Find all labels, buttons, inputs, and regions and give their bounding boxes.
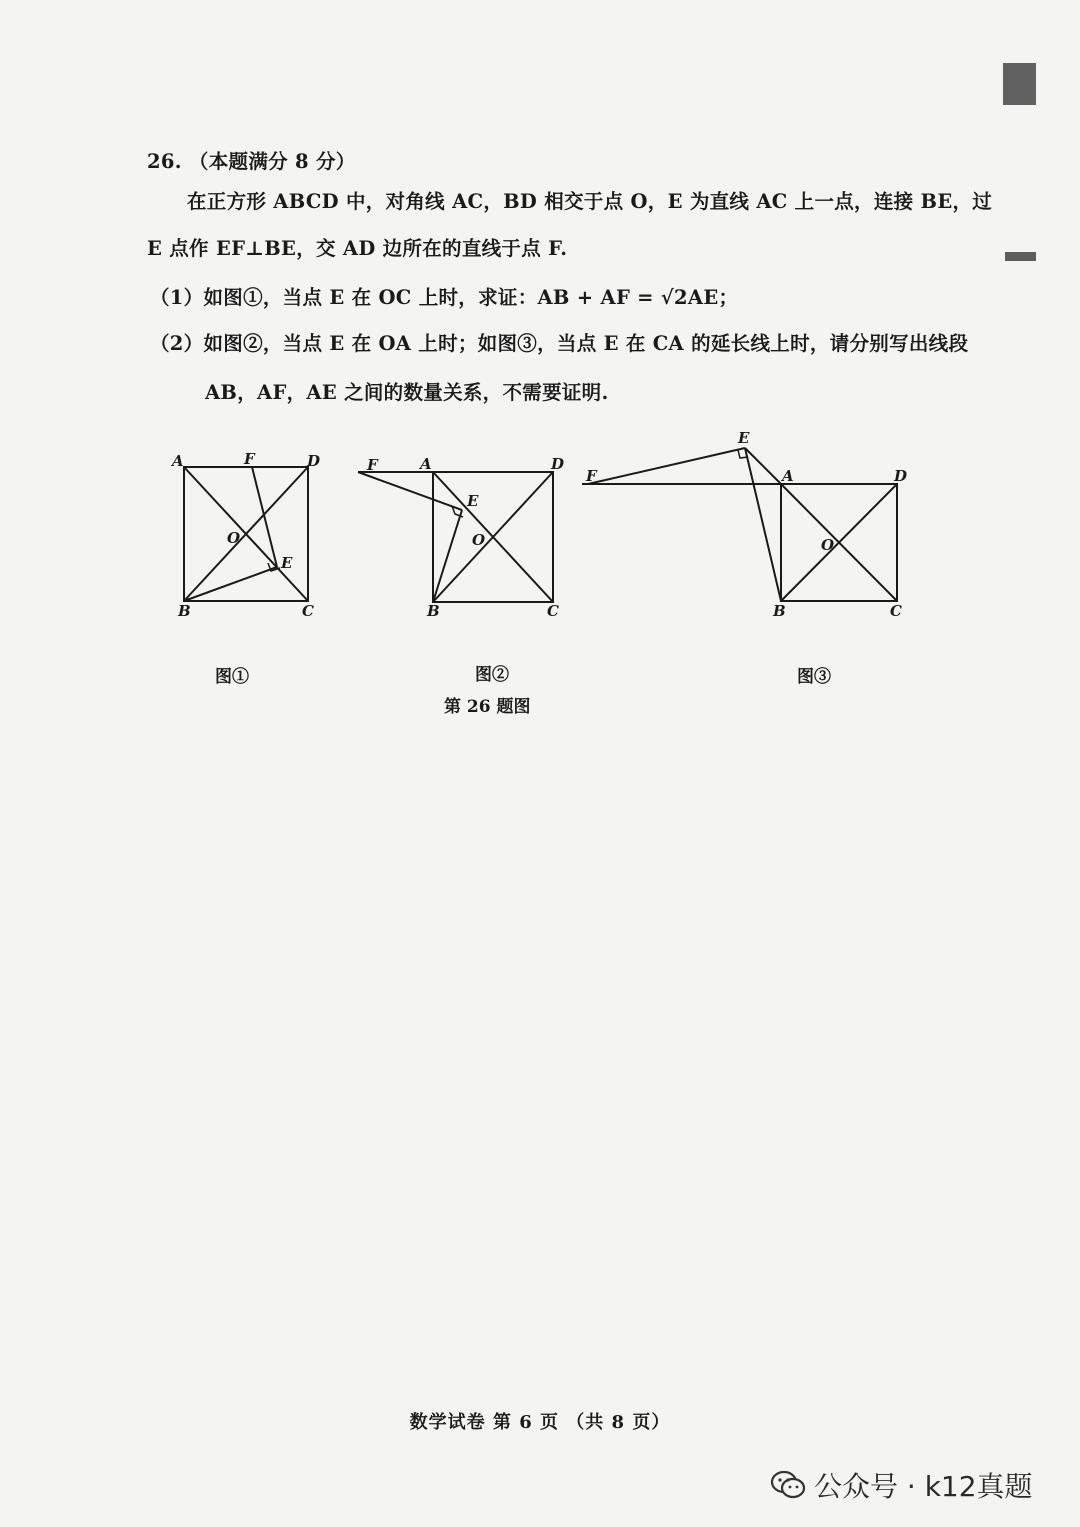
label-A: A [172, 452, 184, 470]
label-D: D [307, 452, 321, 470]
label-D: D [894, 467, 908, 485]
question-part2-line2: AB，AF，AE 之间的数量关系，不需要证明. [205, 381, 609, 404]
figure-3 [582, 448, 897, 601]
geometry-figures [0, 0, 1080, 720]
label-A: A [420, 455, 432, 473]
wechat-icon [770, 1470, 806, 1500]
figure-1-caption: 图① [215, 667, 249, 687]
figure-2-caption: 图② [475, 665, 509, 685]
label-E: E [467, 492, 479, 510]
label-O: O [472, 531, 486, 549]
question-part1: （1）如图①，当点 E 在 OC 上时，求证：AB + AF = √2AE； [150, 286, 739, 309]
figure-1 [184, 467, 308, 601]
label-F: F [367, 456, 378, 474]
label-B: B [773, 602, 786, 620]
label-O: O [227, 529, 241, 547]
page-footer: 数学试卷 第 6 页 （共 8 页） [409, 1412, 671, 1433]
label-C: C [547, 602, 559, 620]
figure-3-caption: 图③ [797, 667, 831, 687]
label-E: E [281, 554, 293, 572]
question-stem-line1: 在正方形 ABCD 中，对角线 AC，BD 相交于点 O，E 为直线 AC 上一点，连接 BE，过 [187, 190, 993, 213]
label-O: O [821, 536, 835, 554]
question-stem-line2: E 点作 EF⊥BE，交 AD 边所在的直线于点 F. [147, 237, 568, 260]
question-header: 26. （本题满分 8 分） [147, 150, 356, 173]
label-B: B [178, 602, 191, 620]
label-E: E [738, 429, 750, 447]
label-C: C [302, 602, 314, 620]
watermark-text: 公众号 · k12真题 [814, 1470, 1033, 1503]
label-C: C [890, 602, 902, 620]
label-F: F [586, 467, 597, 485]
label-F: F [244, 450, 255, 468]
label-A: A [782, 467, 794, 485]
figure-group-caption: 第 26 题图 [444, 697, 531, 717]
label-D: D [551, 455, 565, 473]
question-part2-line1: （2）如图②，当点 E 在 OA 上时；如图③，当点 E 在 CA 的延长线上时，请分别写出线段 [150, 332, 969, 355]
label-B: B [427, 602, 440, 620]
figure-2 [358, 472, 553, 602]
watermark [770, 1465, 1033, 1505]
